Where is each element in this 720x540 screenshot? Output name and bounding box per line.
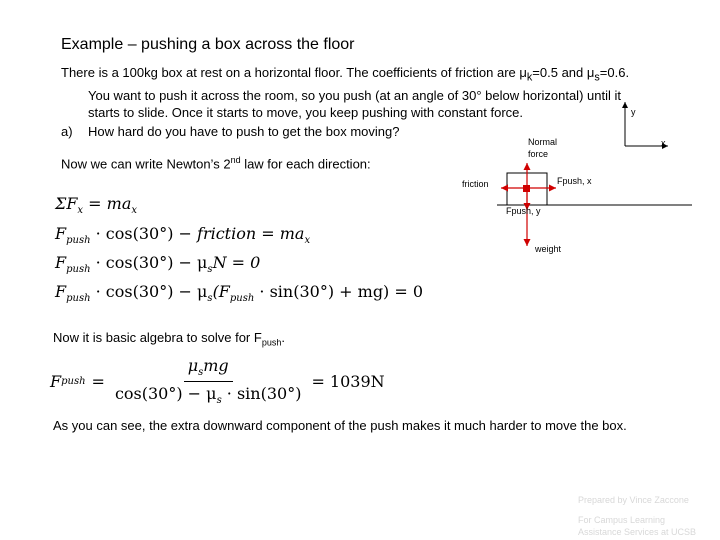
normal-force-label-line1: Normal <box>528 137 558 147</box>
problem-line3: starts to slide. Once it starts to move, you keep pushing with constant force. <box>88 104 523 120</box>
solution-equation: F push = $\frac{\mu_smg}{\cos(30^\circ) - \mu_s \cdot \sin(30^\circ)}$ = 1039N <box>50 356 385 406</box>
x-axis-label: x <box>661 138 666 148</box>
equation-sum-forces: $\Sigma F_x = ma_x$ <box>55 194 137 217</box>
newton-intro: Now we can write Newton’s 2nd law for each direction: <box>61 155 371 172</box>
credit-author: Prepared by Vince Zaccone <box>578 495 689 505</box>
push-y-label: Fpush, y <box>506 206 541 216</box>
credit-organization: For Campus Learning Assistance Services at UCSB <box>578 515 697 537</box>
fraction-numerator: $\mu_smg$ <box>184 356 233 381</box>
problem-line2: You want to push it across the room, so you push (at an angle of 30° below horizontal) until it <box>88 87 621 103</box>
equation-mu-n: $F_{push} \cdot \cos(30^\circ) - \mu_sN = 0$ <box>55 253 261 276</box>
conclusion-text: As you can see, the extra downward component of the push makes it much harder to move the box. <box>53 418 627 433</box>
problem-line1: There is a 100kg box at rest on a horizontal floor. The coefficients of friction are $\mu_k=0.5$ and $\mu_s=0.6$. <box>61 65 630 84</box>
push-x-label: Fpush, x <box>557 176 592 186</box>
solution-result: = 1039N <box>311 371 385 391</box>
weight-label: weight <box>535 244 562 254</box>
friction-label: friction <box>462 179 489 189</box>
equation-friction: $F_{push} \cdot \cos(30^\circ)$ − friction = $ma_x$ <box>55 224 311 247</box>
y-axis-label: y <box>631 107 636 117</box>
question-label: a) <box>61 124 73 139</box>
normal-force-label-line2: force <box>528 149 549 159</box>
slide-title: Example – pushing a box across the floor <box>61 36 355 53</box>
fraction-denominator: $\cos(30^\circ) - \mu_s \cdot \sin(30^\circ)$ <box>114 383 302 406</box>
equation-expanded: $F_{push} \cdot \cos(30^\circ) - \mu_s(F_{push} \cdot \sin(30^\circ) + mg) = 0$ <box>55 282 424 305</box>
algebra-text: Now it is basic algebra to solve for $F_{push}$. <box>53 330 285 348</box>
question-text: How hard do you have to push to get the box moving? <box>88 124 400 139</box>
